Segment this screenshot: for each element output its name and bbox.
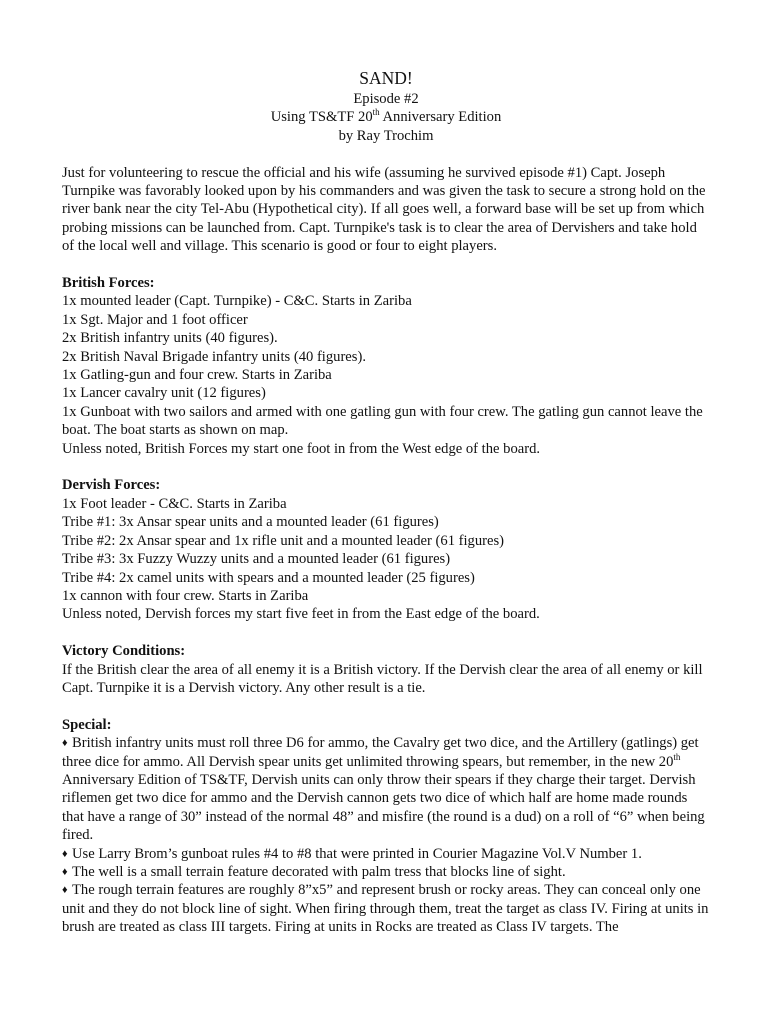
edition-line (62, 108, 710, 126)
intro-paragraph: Just for volunteering to rescue the official and his wife (assuming he survived episode #1) Capt. Joseph Turnpike was favorably looked upon by his commanders and was given the task to secure a strong hold on the river bank near the city Tel-Abu (Hypothetical city). If all goes well, a forward base will be set up from which probing missions can be launched from. Capt. Turnpike's task is to clear the area of Dervishers and take hold of the local well and village. This scenario is good or four to eight players. (62, 164, 706, 255)
dervish-item: Tribe #4: 2x camel units with spears and a mounted leader (25 figures) (62, 569, 475, 586)
british-item: 1x Sgt. Major and 1 foot officer (62, 311, 248, 328)
document-title: SAND! (359, 68, 413, 88)
byline: by Ray Trochim (338, 127, 434, 144)
special-item (62, 734, 710, 844)
victory-conditions-text: If the British clear the area of all enemy it is a British victory. If the Dervish clear the area of all enemy or kill Capt. Turnpike it is a Dervish victory. Any other result is a tie. (62, 661, 703, 696)
british-item: 1x Lancer cavalry unit (12 figures) (62, 385, 266, 402)
special-heading: Special: (62, 716, 112, 733)
british-item: 1x mounted leader (Capt. Turnpike) - C&C. Starts in Zariba (62, 293, 412, 310)
special-item (62, 845, 710, 863)
spacer (62, 697, 710, 715)
spacer (62, 145, 710, 163)
british-item: 1x Gunboat with two sailors and armed with one gatling gun with four crew. The gatling gun cannot leave the boat. The boat starts as shown on map. (62, 403, 703, 439)
british-item: Unless noted, British Forces my start one foot in from the West edge of the board. (62, 440, 541, 457)
victory-conditions-heading: Victory Conditions: (62, 643, 186, 660)
special-item-text: The rough terrain features are roughly 8”x5” and represent brush or rocky areas. They can conceal only one unit and they do not block line of sight. When firing through them, treat the target as class IV. Firing at units in brush are treated as class III targets. Firing at units in Rocks are treated as Class IV targets. The (62, 882, 709, 936)
special-item (62, 881, 710, 936)
dervish-item: Tribe #2: 2x Ansar spear and 1x rifle unit and a mounted leader (61 figures) (62, 532, 505, 549)
british-item: 2x British Naval Brigade infantry units (40 figures). (62, 348, 366, 365)
edition-prefix: Using TS&TF 20 (270, 109, 373, 126)
british-item: 1x Gatling-gun and four crew. Starts in Zariba (62, 367, 332, 384)
anniversary-superscript: th (673, 751, 681, 762)
special-item-text: British infantry units must roll three D6 for ammo, the Cavalry get two dice, and the Artillery (gatlings) get three dice for ammo. All Dervish spear units get unlimited throwing spears, but remember, in the new 20 (62, 735, 699, 770)
dervish-item: Tribe #3: 3x Fuzzy Wuzzy units and a mounted leader (61 figures) (62, 551, 451, 568)
dervish-item: 1x cannon with four crew. Starts in Zariba (62, 587, 309, 604)
diamond-bullet-icon: ♦ (62, 847, 68, 860)
edition-suffix: Anniversary Edition (379, 109, 502, 126)
spacer (62, 624, 710, 642)
dervish-item: 1x Foot leader - C&C. Starts in Zariba (62, 495, 287, 512)
special-item (62, 863, 710, 881)
british-item: 2x British infantry units (40 figures). (62, 330, 278, 347)
special-item-text: Anniversary Edition of TS&TF, Dervish units can only throw their spears if they charge their target. Dervish riflemen get two dice for ammo and the Dervish cannon gets two dice of which half are home made rounds that have a range of 30” instead of the normal 48” and misfire (the round is a dud) on a roll of “6” when being fired. (62, 771, 705, 844)
diamond-bullet-icon: ♦ (62, 737, 68, 750)
spacer (62, 458, 710, 476)
british-forces-heading: British Forces: (62, 275, 155, 292)
document-page (62, 66, 710, 937)
edition-superscript: th (372, 107, 380, 118)
dervish-item: Unless noted, Dervish forces my start five feet in from the East edge of the board. (62, 606, 540, 623)
diamond-bullet-icon: ♦ (62, 884, 68, 897)
dervish-forces-heading: Dervish Forces: (62, 477, 161, 494)
episode-line: Episode #2 (353, 91, 419, 107)
special-item-text: Use Larry Brom’s gunboat rules #4 to #8 that were printed in Courier Magazine Vol.V Number 1. (72, 845, 642, 862)
spacer (62, 256, 710, 274)
dervish-item: Tribe #1: 3x Ansar spear units and a mounted leader (61 figures) (62, 514, 439, 531)
diamond-bullet-icon: ♦ (62, 865, 68, 878)
special-item-text: The well is a small terrain feature decorated with palm tress that blocks line of sight. (72, 863, 566, 880)
